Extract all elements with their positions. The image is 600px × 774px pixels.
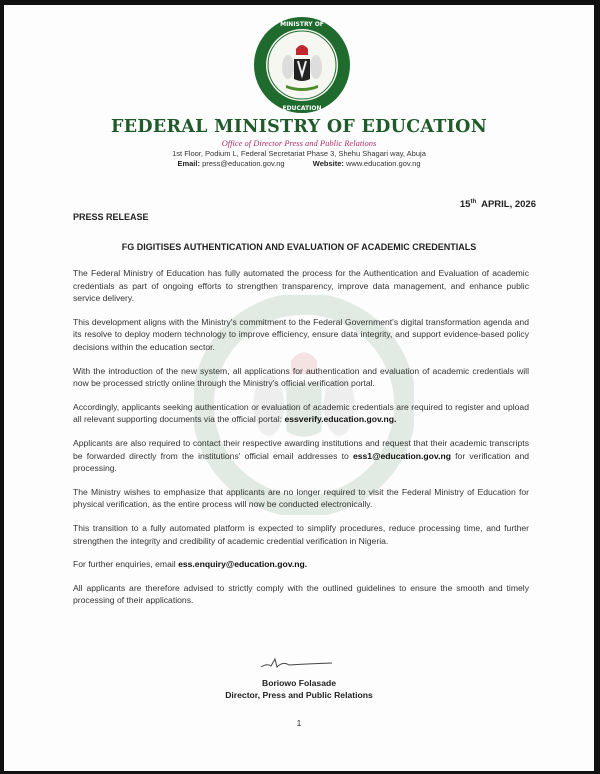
portal-link[interactable]: essverify.education.gov.ng. <box>284 414 397 425</box>
paragraph-4: Accordingly, applicants seeking authentication or evaluation of academic credentials are required to register and upload all relevant supporting documents via the official portal: essverify.education.gov.ng. <box>73 401 529 425</box>
paragraph-8: For further enquiries, email ess.enquiry@education.gov.ng. <box>73 559 308 570</box>
paragraph-3: With the introduction of the new system, all applications for authentication and evaluation of academic credentials will now be processed strictly online through the Ministry's official verification portal. <box>73 365 529 389</box>
paragraph-6: The Ministry wishes to emphasize that applicants are no longer required to visit the Federal Ministry of Education for physical verification, as the entire process will now be conducted electronically. <box>73 486 529 510</box>
body-text <box>73 267 529 618</box>
svg-text:EDUCATION: EDUCATION <box>282 105 322 112</box>
office-subtitle: Office of Director Press and Public Relations <box>221 138 377 148</box>
signature-icon <box>259 657 334 671</box>
paragraph-5: Applicants are also required to contact their respective awarding institutions and request that their academic transcripts be forwarded directly from the institutions' official email addresses to ess1@education.gov.ng for verification and processing. <box>73 437 530 474</box>
signatory-name: Boriowo Folasade <box>261 678 336 688</box>
headline: FG DIGITISES AUTHENTICATION AND EVALUATION OF ACADEMIC CREDENTIALS <box>121 242 477 252</box>
ess1-email-link[interactable]: ess1@education.gov.ng <box>352 450 451 461</box>
ministry-name: FEDERAL MINISTRY OF EDUCATION <box>110 117 488 137</box>
address-line: 1st Floor, Podium L, Federal Secretariat Phase 3, Shehu Shagari way, Abuja <box>172 149 426 158</box>
press-release-label: PRESS RELEASE <box>73 212 149 222</box>
email-label: Email: <box>177 159 200 168</box>
contact-line <box>4 159 594 168</box>
email-value: press@education.gov.ng <box>202 159 285 168</box>
release-date: 15th APRIL, 2026 <box>459 199 536 211</box>
paragraph-7: This transition to a fully automated platform is expected to simplify procedures, reduce processing time, and further strengthen the integrity and credibility of academic credential verification in Nigeria. <box>73 522 529 546</box>
signatory-title: Director, Press and Public Relations <box>225 690 373 700</box>
paragraph-2: This development aligns with the Ministry's commitment to the Federal Government's digital transformation agenda and its resolve to deploy modern technology to improve efficiency, ensure data integrity, and support evidence-based policy decisions within the education sector. <box>73 316 529 352</box>
page-number: 1 <box>296 718 302 728</box>
press-release-page <box>4 5 594 771</box>
paragraph-1: The Federal Ministry of Education has fully automated the process for the Authentication and Evaluation of academic credentials as part of ongoing efforts to strengthen transparency, improve data management, and enhance public service delivery. <box>73 268 529 304</box>
website-label: Website: <box>312 159 344 168</box>
svg-text:MINISTRY OF: MINISTRY OF <box>280 21 324 28</box>
website-value: www.education.gov.ng <box>346 159 421 168</box>
ministry-seal-icon <box>252 15 352 115</box>
paragraph-9: All applicants are therefore advised to strictly comply with the outlined guidelines to ensure the smooth and timely processing of their applications. <box>73 582 529 606</box>
enquiry-email-link[interactable]: ess.enquiry@education.gov.ng. <box>178 559 308 570</box>
